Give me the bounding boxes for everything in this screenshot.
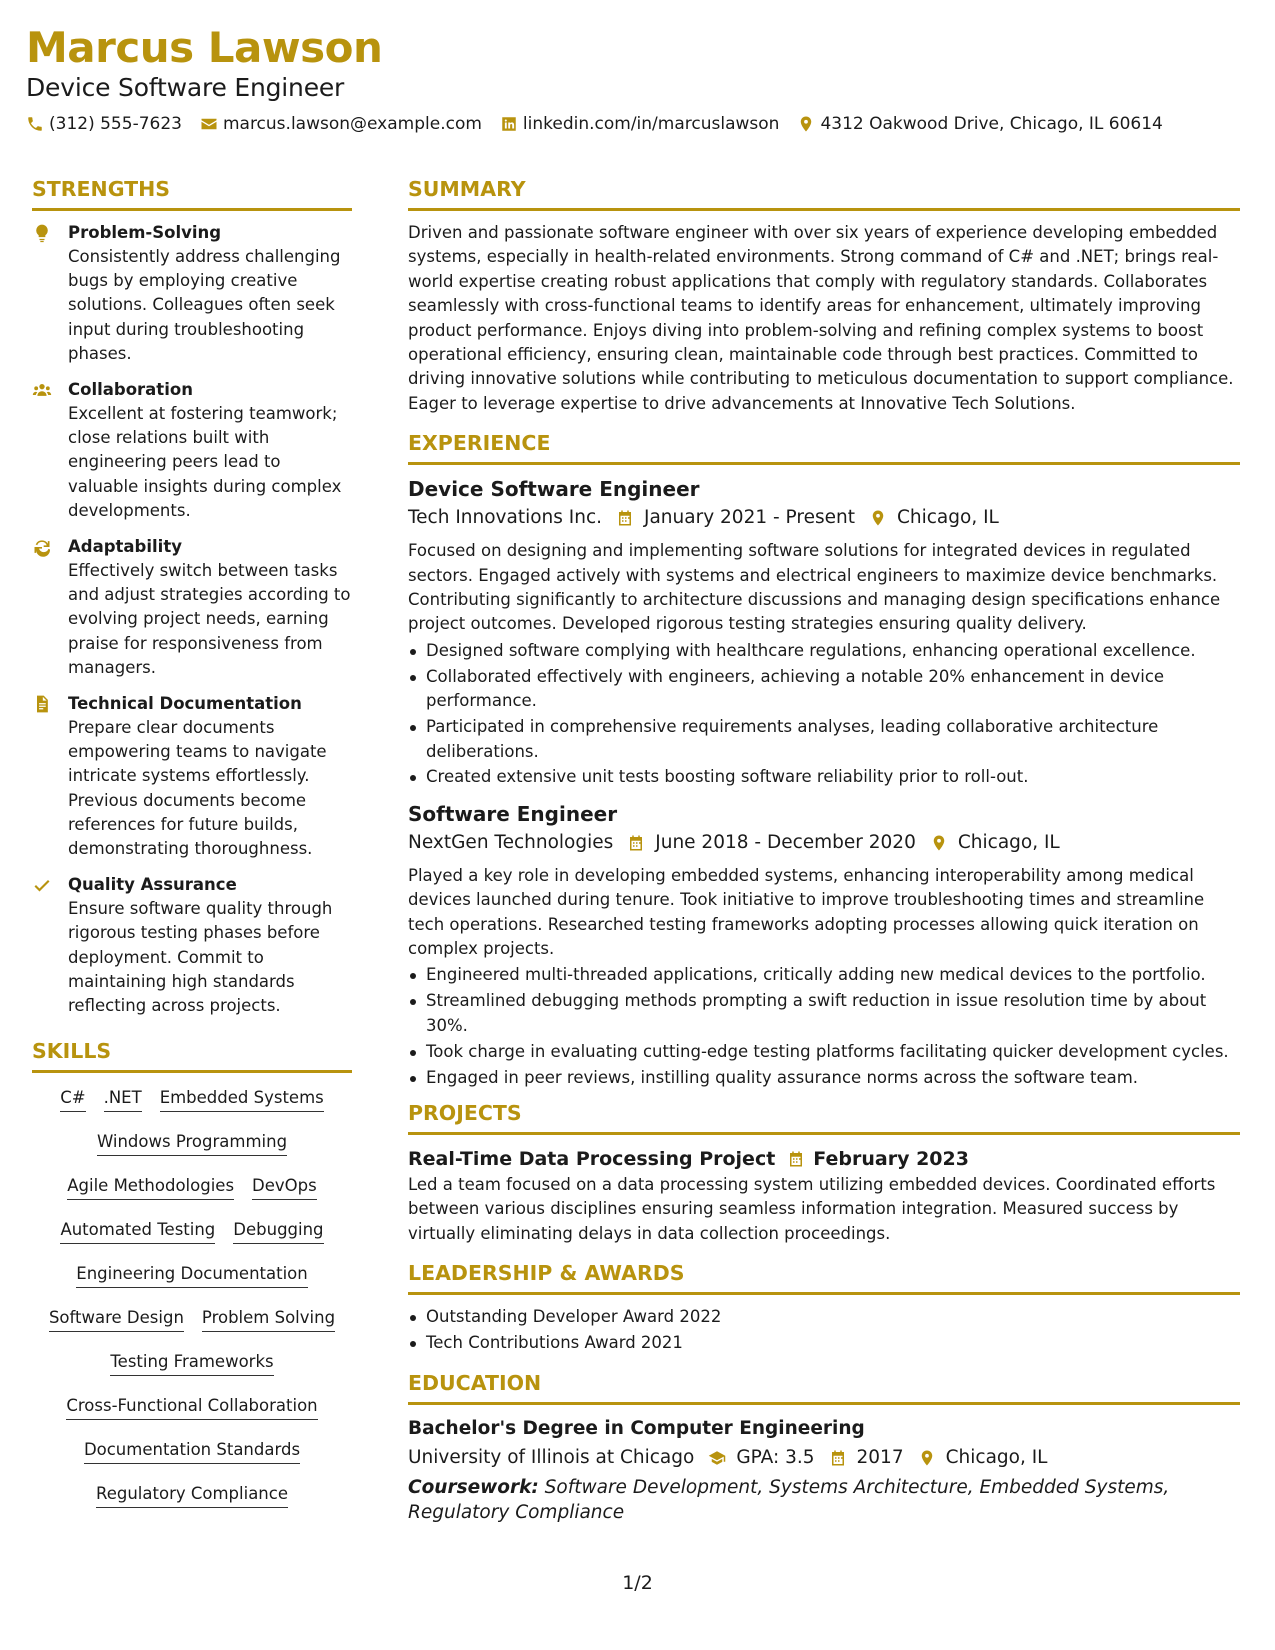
contact-phone: [26, 112, 182, 136]
job-entry: [408, 800, 1240, 1090]
contact-bar: [26, 112, 1256, 136]
phone-text: (312) 555-7623: [49, 114, 182, 134]
document-icon: [32, 694, 52, 714]
list-item: Participated in comprehensive requirements analyses, leading collaborative architecture deliberations.: [408, 715, 1240, 764]
job-title: Device Software Engineer: [408, 477, 700, 502]
strength-item: [32, 535, 352, 680]
strength-item: [32, 692, 352, 861]
skill-tag: Automated Testing: [60, 1219, 215, 1244]
education-heading: EDUCATION: [408, 1370, 1240, 1405]
gpa: GPA: 3.5: [736, 1446, 815, 1468]
sync-icon: [32, 537, 52, 557]
strength-title: Quality Assurance: [68, 875, 237, 895]
strength-desc: Effectively switch between tasks and adjust strategies according to evolving project needs, earning praise for responsiveness from managers.: [68, 561, 351, 677]
job-entry: [408, 475, 1240, 790]
company-name: Tech Innovations Inc.: [408, 507, 603, 529]
strength-title: Technical Documentation: [68, 694, 302, 714]
coursework: [408, 1475, 1240, 1525]
resume-header: [26, 24, 1256, 136]
project-title: Real-Time Data Processing Project: [408, 1147, 776, 1170]
candidate-title: Device Software Engineer: [26, 73, 345, 102]
project-description: Led a team focused on a data processing system utilizing embedded devices. Coordinated efforts between various disciplines ensuring seamless information integration. Measured success by virtually eliminating delays in data collection proceedings.: [408, 1174, 1216, 1243]
contact-email[interactable]: [200, 112, 482, 136]
list-item: Engaged in peer reviews, instilling quality assurance norms across the software team.: [408, 1066, 1240, 1090]
list-item: Took charge in evaluating cutting-edge testing platforms facilitating quicker development cycles.: [408, 1040, 1240, 1064]
list-item: Streamlined debugging methods prompting a swift reduction in issue resolution time by about 30%.: [408, 989, 1240, 1038]
map-pin-icon: [930, 834, 948, 852]
skills-list: [32, 1083, 352, 1527]
envelope-icon: [200, 115, 218, 133]
skill-tag: Documentation Standards: [84, 1439, 300, 1464]
calendar-icon: [787, 1150, 805, 1168]
check-icon: [32, 875, 52, 895]
strength-title: Collaboration: [68, 380, 193, 400]
candidate-name: Marcus Lawson: [26, 23, 383, 72]
job-dates: January 2021 - Present: [644, 507, 855, 529]
leadership-heading: LEADERSHIP & AWARDS: [408, 1260, 1240, 1295]
calendar-icon: [616, 509, 634, 527]
calendar-icon: [627, 834, 645, 852]
skill-tag: Software Design: [49, 1307, 184, 1332]
summary-heading: SUMMARY: [408, 176, 1240, 211]
school-name: University of Illinois at Chicago: [408, 1446, 695, 1468]
strength-desc: Ensure software quality through rigorous testing phases before deployment. Commit to maintaining high standards reflecting across projects.: [68, 899, 333, 1016]
job-description: Focused on designing and implementing software solutions for integrated devices in regulated sectors. Engaged actively with systems and electrical engineers to maximize device benchmarks. Contributing significantly to architecture discussions and managing design specifications enhance project outcomes. Developed rigorous testing strategies ensuring quality delivery.: [408, 541, 1221, 634]
graduation-cap-icon: [708, 1449, 726, 1467]
job-description: Played a key role in developing embedded systems, enhancing interoperability among medical devices launched during tenure. Took initiative to improve troubleshooting times and streamline tech operations. Researched testing frameworks adopting processes allowing quick iteration on complex projects.: [408, 865, 1205, 959]
skill-tag: Testing Frameworks: [110, 1351, 273, 1376]
skill-tag: Cross-Functional Collaboration: [66, 1395, 317, 1420]
graduation-year: 2017: [856, 1446, 904, 1468]
strength-item: [32, 378, 352, 523]
coursework-list: Software Development, Systems Architecture, Embedded Systems, Regulatory Compliance: [408, 1476, 1170, 1523]
job-meta: [408, 503, 1240, 533]
linkedin-icon: [500, 115, 518, 133]
left-column: [32, 176, 352, 1527]
right-column: [408, 176, 1240, 1525]
strengths-heading: STRENGTHS: [32, 176, 352, 211]
map-pin-icon: [918, 1449, 936, 1467]
strength-title: Adaptability: [68, 537, 182, 557]
job-bullets: [408, 639, 1240, 790]
list-item: Created extensive unit tests boosting software reliability prior to roll-out.: [408, 765, 1240, 789]
company-name: NextGen Technologies: [408, 831, 614, 853]
education-meta: [408, 1443, 1240, 1473]
awards-list: [408, 1305, 1240, 1355]
project-header: [408, 1145, 1240, 1173]
skill-tag: Problem Solving: [202, 1307, 335, 1332]
skill-tag: Engineering Documentation: [76, 1263, 307, 1288]
projects-heading: PROJECTS: [408, 1100, 1240, 1135]
skill-tag: Windows Programming: [97, 1131, 287, 1156]
lightbulb-icon: [32, 223, 52, 243]
project-date: February 2023: [813, 1147, 969, 1170]
job-location: Chicago, IL: [957, 831, 1060, 853]
email-link[interactable]: marcus.lawson@example.com: [222, 114, 482, 134]
education-location: Chicago, IL: [945, 1446, 1048, 1468]
skill-tag: Agile Methodologies: [67, 1175, 234, 1200]
coursework-label: Coursework:: [408, 1476, 539, 1498]
project-entry: [408, 1145, 1240, 1246]
list-item: Outstanding Developer Award 2022: [408, 1305, 1240, 1329]
summary-text: Driven and passionate software engineer with over six years of experience developing embedded systems, especially in health-related environments. Strong command of C# and .NET; brings real-world expertise creating robust applications that comply with regulatory standards. Collaborates seamlessly with cross-functional teams to identify areas for enhancement, ultimately improving product performance. Enjoys diving into problem-solving and refining complex systems to boost operational efficiency, ensuring clean, maintainable code through best practices. Committed to driving innovative solutions while contributing to meticulous documentation to support compliance. Eager to leverage expertise to drive advancements at Innovative Tech Solutions.: [408, 223, 1234, 413]
skill-tag: .NET: [104, 1087, 142, 1112]
contact-address: [797, 112, 1162, 136]
strength-item: [32, 873, 352, 1018]
experience-heading: EXPERIENCE: [408, 430, 1240, 465]
list-item: Engineered multi-threaded applications, critically adding new medical devices to the portfolio.: [408, 963, 1240, 987]
contact-linkedin[interactable]: [500, 112, 780, 136]
skill-tag: DevOps: [252, 1175, 317, 1200]
strength-item: [32, 221, 352, 366]
skill-tag: Embedded Systems: [160, 1087, 324, 1112]
strength-desc: Prepare clear documents empowering teams to navigate intricate systems effortlessly. Previous documents become references for future builds, demonstrating thoroughness.: [68, 718, 327, 859]
list-item: Tech Contributions Award 2021: [408, 1331, 1240, 1355]
strength-desc: Consistently address challenging bugs by employing creative solutions. Colleagues often seek input during troubleshooting phases.: [68, 247, 341, 363]
calendar-icon: [829, 1449, 847, 1467]
skill-tag: Regulatory Compliance: [96, 1483, 288, 1508]
skills-heading: SKILLS: [32, 1038, 352, 1073]
job-meta: [408, 828, 1240, 858]
job-location: Chicago, IL: [896, 507, 999, 529]
job-dates: June 2018 - December 2020: [655, 831, 916, 853]
list-item: Designed software complying with healthcare regulations, enhancing operational excellence.: [408, 639, 1240, 663]
map-pin-icon: [797, 115, 815, 133]
job-bullets: [408, 963, 1240, 1090]
linkedin-link[interactable]: linkedin.com/in/marcuslawson: [522, 114, 780, 134]
skill-tag: C#: [60, 1087, 85, 1112]
list-item: Collaborated effectively with engineers, achieving a notable 20% enhancement in device performance.: [408, 665, 1240, 714]
skill-tag: Debugging: [233, 1219, 323, 1244]
strength-title: Problem-Solving: [68, 223, 222, 242]
phone-icon: [26, 115, 44, 133]
users-icon: [32, 380, 52, 400]
education-entry: [408, 1415, 1240, 1525]
map-pin-icon: [869, 509, 887, 527]
job-title: Software Engineer: [408, 801, 618, 826]
page-number: 1/2: [622, 1572, 653, 1594]
strength-desc: Excellent at fostering teamwork; close relations built with engineering peers lead to valuable insights during complex developments.: [68, 404, 342, 520]
address-text: 4312 Oakwood Drive, Chicago, IL 60614: [820, 114, 1163, 134]
degree-title: Bachelor's Degree in Computer Engineering: [408, 1417, 865, 1439]
